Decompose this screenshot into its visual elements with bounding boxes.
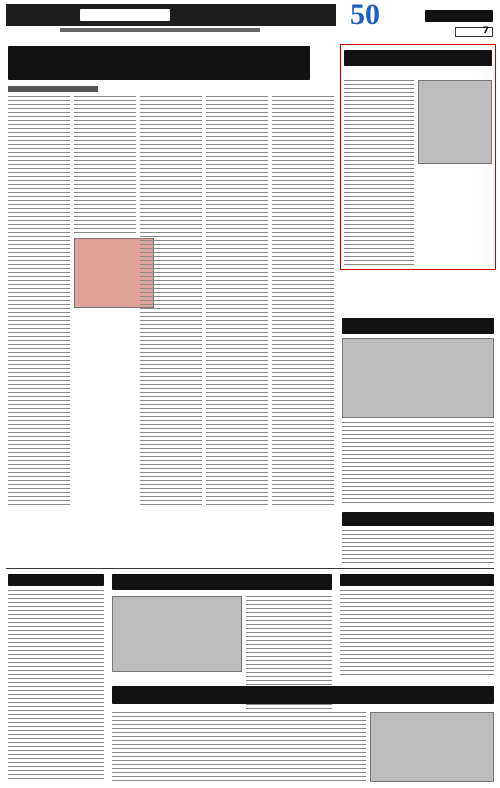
right-low-text: [342, 530, 494, 564]
page-number: 7: [482, 26, 489, 36]
lower-left-headline: [8, 574, 104, 586]
section-banner: [6, 4, 336, 26]
right-low-headline: [342, 512, 494, 526]
lower-mid-headline: [112, 574, 332, 590]
right-mid-photo: [342, 338, 494, 418]
bottom-photo: [370, 712, 494, 782]
page-number-box: [455, 27, 493, 37]
lower-mid-photo: [112, 596, 242, 672]
right-mid-headline: [342, 318, 494, 334]
lead-story-col-1: [8, 96, 70, 506]
lower-right-text: [340, 590, 494, 678]
bottom-headline: [112, 686, 494, 704]
section-divider: [6, 568, 494, 569]
section-title: [80, 9, 170, 21]
right-top-photo: [418, 80, 492, 164]
lower-left-text: [8, 590, 104, 780]
masthead-date-line: [60, 28, 260, 32]
lower-right-headline: [340, 574, 494, 586]
lead-headline: [8, 46, 310, 80]
anniversary-logo: [342, 0, 422, 36]
bottom-text: [112, 712, 366, 782]
lead-story-col-5: [272, 96, 334, 506]
right-top-text: [344, 80, 414, 266]
right-mid-text: [342, 422, 494, 506]
lead-story-col-2: [74, 96, 136, 236]
lead-story-col-3: [140, 96, 202, 506]
byline-bar: [8, 86, 98, 92]
right-top-headline: [344, 50, 492, 66]
lead-story-col-4: [206, 96, 268, 506]
anniversary-number: 50: [350, 0, 380, 31]
masthead: [0, 0, 500, 38]
brand-wordmark: [425, 10, 493, 22]
